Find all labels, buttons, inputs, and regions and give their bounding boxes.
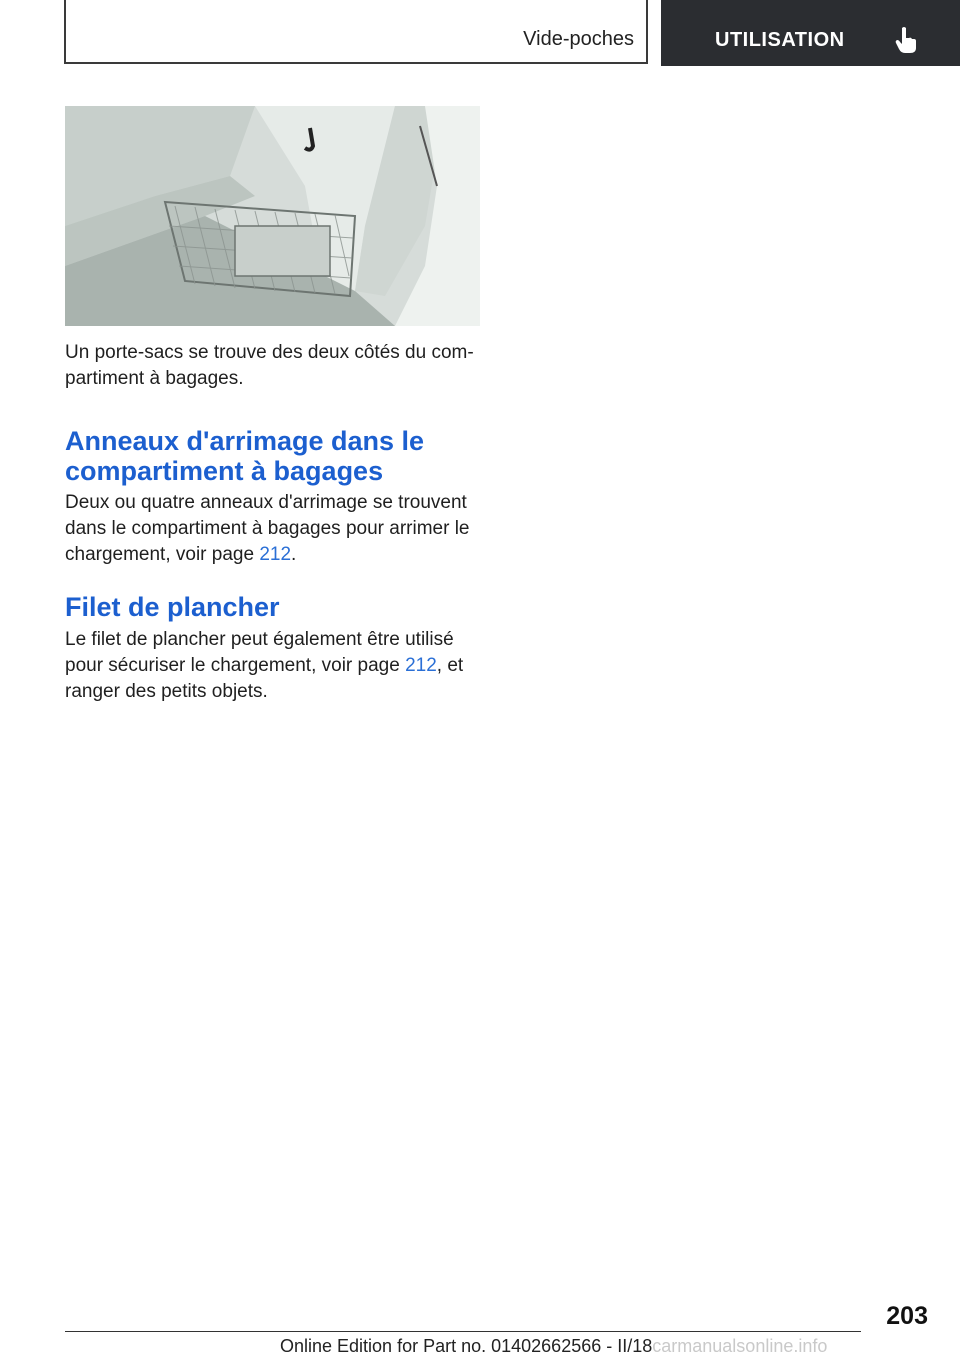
paragraph-line: . xyxy=(291,544,297,565)
chapter-title: UTILISATION xyxy=(715,29,845,51)
intro-line: Un porte-sacs se trouve des deux côtés du com- xyxy=(65,342,474,363)
heading-floor-net xyxy=(65,592,485,622)
heading-line: Anneaux d'arrimage dans le xyxy=(65,426,425,456)
heading-lashing-eyes xyxy=(65,426,485,486)
lashing-eyes-paragraph xyxy=(65,490,485,568)
footer-divider xyxy=(65,1331,861,1332)
paragraph-line: , et xyxy=(436,655,464,676)
header-section-box xyxy=(64,0,648,64)
pointing-hand-icon xyxy=(893,26,919,54)
heading-line: compartiment à bagages xyxy=(65,456,384,486)
paragraph-line: Deux ou quatre anneaux d'arrimage se trouvent xyxy=(65,492,467,513)
section-title: Vide-poches xyxy=(523,28,634,50)
paragraph-line: Le filet de plancher peut également être utilisé xyxy=(65,629,454,650)
paragraph-line: ranger des petits objets. xyxy=(65,681,268,702)
paragraph-line: pour sécuriser le chargement, voir page xyxy=(65,655,406,676)
floor-net-paragraph xyxy=(65,627,485,705)
heading-line: Filet de plancher xyxy=(65,592,280,622)
trunk-illustration xyxy=(65,106,480,326)
edition-text: Online Edition for Part no. 01402662566 - II/18 xyxy=(280,1336,653,1356)
paragraph-line: dans le compartiment à bagages pour arrimer le xyxy=(65,518,470,539)
page-link-212[interactable]: 212 xyxy=(259,544,292,565)
paragraph-line: chargement, voir page xyxy=(65,544,260,565)
chapter-tab xyxy=(661,0,960,66)
intro-line: partiment à bagages. xyxy=(65,368,244,389)
edition-footer xyxy=(280,1336,827,1357)
intro-paragraph xyxy=(65,340,485,392)
watermark: carmanualsonline.info xyxy=(652,1336,828,1356)
page-number: 203 xyxy=(886,1302,928,1330)
trunk-net-drawing xyxy=(65,106,480,326)
page-link-212[interactable]: 212 xyxy=(405,655,437,676)
